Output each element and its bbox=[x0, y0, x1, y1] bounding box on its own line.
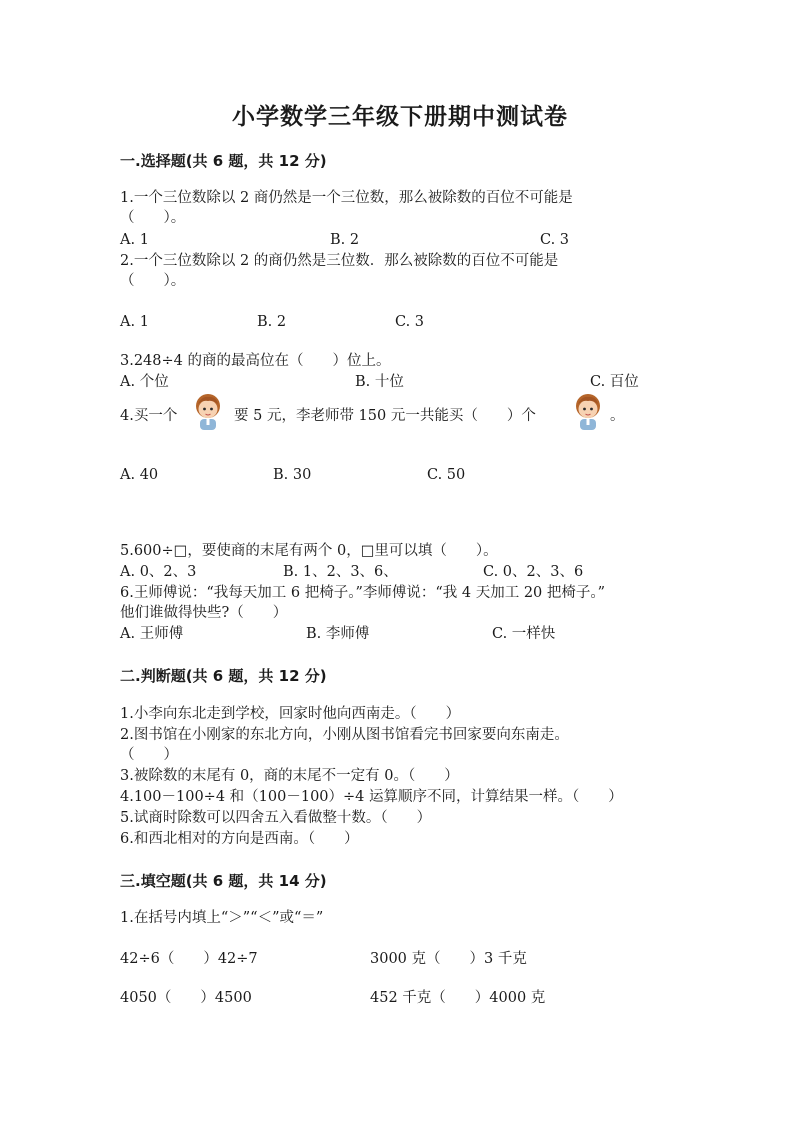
question-5-text: 5.600÷□，要使商的末尾有两个 0，□里可以填（ ）。 bbox=[120, 543, 498, 559]
question-6-option-c: C. 一样快 bbox=[492, 626, 556, 642]
judgement-item: 6.和西北相对的方向是西南。（ ） bbox=[120, 831, 359, 847]
question-4-option-c: C. 50 bbox=[427, 467, 466, 483]
fill-item: 4050（ ）4500 bbox=[120, 990, 252, 1006]
section-heading-choice: 一.选择题(共 6 题，共 12 分) bbox=[120, 152, 327, 170]
question-3-text: 3.248÷4 的商的最高位在（ ）位上。 bbox=[120, 353, 391, 369]
question-5-option-b: B. 1、2、3、6、 bbox=[283, 564, 398, 580]
question-1-option-c: C. 3 bbox=[540, 232, 570, 248]
boy-figure-icon bbox=[190, 392, 226, 432]
question-4-option-a: A. 40 bbox=[120, 467, 159, 483]
question-1-option-a: A. 1 bbox=[120, 232, 149, 248]
boy-figure-icon bbox=[570, 392, 606, 432]
question-6-option-a: A. 王师傅 bbox=[120, 626, 184, 642]
question-3-option-c: C. 百位 bbox=[590, 374, 639, 390]
question-4-text-middle: 要 5 元，李老师带 150 元一共能买（ ）个 bbox=[234, 408, 536, 424]
judgement-item: 4.100－100÷4 和（100－100）÷4 运算顺序不同，计算结果一样。（ ） bbox=[120, 789, 623, 805]
question-1-text: 1.一个三位数除以 2 商仍然是一个三位数，那么被除数的百位不可能是 bbox=[120, 190, 573, 206]
question-4-option-b: B. 30 bbox=[273, 467, 312, 483]
question-2-option-b: B. 2 bbox=[257, 314, 287, 330]
question-2-option-c: C. 3 bbox=[395, 314, 425, 330]
fill-item: 3000 克（ ）3 千克 bbox=[370, 951, 527, 967]
question-3-option-b: B. 十位 bbox=[355, 374, 404, 390]
question-3-option-a: A. 个位 bbox=[120, 374, 169, 390]
judgement-item: 1.小李向东北走到学校，回家时他向西南走。（ ） bbox=[120, 706, 461, 722]
section-heading-fill-blank: 三.填空题(共 6 题，共 14 分) bbox=[120, 872, 327, 890]
question-2-text: 2.一个三位数除以 2 的商仍然是三位数．那么被除数的百位不可能是 bbox=[120, 253, 559, 269]
question-1-blank: （ ）。 bbox=[120, 210, 186, 226]
fill-item: 452 千克（ ）4000 克 bbox=[370, 990, 546, 1006]
question-6-option-b: B. 李师傅 bbox=[306, 626, 370, 642]
question-4-text-start: 4.买一个 bbox=[120, 408, 178, 424]
page-title: 小学数学三年级下册期中测试卷 bbox=[232, 104, 568, 130]
question-5-option-a: A. 0、2、3 bbox=[120, 564, 197, 580]
question-6-text: 6.王师傅说：“我每天加工 6 把椅子。”李师傅说：“我 4 天加工 20 把椅子。” bbox=[120, 585, 606, 601]
judgement-item: 5.试商时除数可以四舍五入看做整十数。（ ） bbox=[120, 810, 432, 826]
section-heading-judgement: 二.判断题(共 6 题，共 12 分) bbox=[120, 667, 327, 685]
judgement-item-blank: （ ） bbox=[120, 747, 178, 763]
fill-question-1-text: 1.在括号内填上“＞”“＜”或“＝” bbox=[120, 910, 324, 926]
fill-item: 42÷6（ ）42÷7 bbox=[120, 951, 258, 967]
question-6-question: 他们谁做得快些?（ ） bbox=[120, 605, 288, 621]
question-2-option-a: A. 1 bbox=[120, 314, 149, 330]
question-1-option-b: B. 2 bbox=[330, 232, 360, 248]
question-4-text-end: 。 bbox=[610, 408, 625, 424]
question-2-blank: （ ）。 bbox=[120, 273, 186, 289]
judgement-item: 3.被除数的末尾有 0，商的末尾不一定有 0。（ ） bbox=[120, 768, 459, 784]
judgement-item: 2.图书馆在小刚家的东北方向，小刚从图书馆看完书回家要向东南走。 bbox=[120, 727, 569, 743]
question-5-option-c: C. 0、2、3、6 bbox=[483, 564, 584, 580]
